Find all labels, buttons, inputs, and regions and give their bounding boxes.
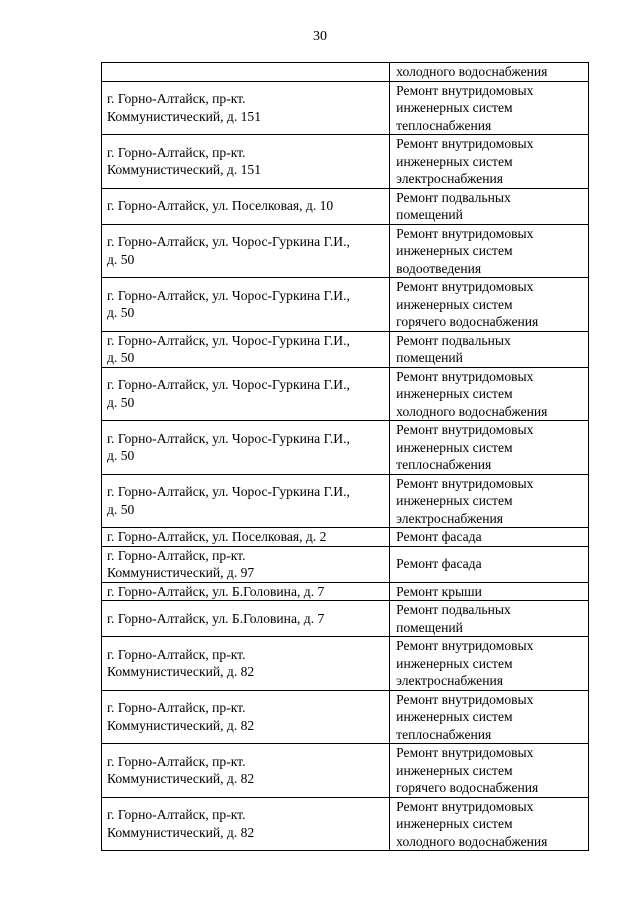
work-type-cell: Ремонт внутридомовых инженерных систем горячего водоснабжения	[390, 278, 589, 332]
page-number: 30	[313, 29, 327, 44]
address-cell: г. Горно-Алтайск, ул. Чорос-Гуркина Г.И., д. 50	[102, 474, 390, 528]
address-cell: г. Горно-Алтайск, ул. Поселковая, д. 2	[102, 528, 390, 547]
table-row	[102, 744, 589, 798]
table-row	[102, 135, 589, 189]
address-cell: г. Горно-Алтайск, ул. Чорос-Гуркина Г.И., д. 50	[102, 224, 390, 278]
address-cell: г. Горно-Алтайск, ул. Чорос-Гуркина Г.И., д. 50	[102, 331, 390, 367]
table-row	[102, 797, 589, 851]
work-type-cell: Ремонт внутридомовых инженерных систем водоотведения	[390, 224, 589, 278]
address-cell: г. Горно-Алтайск, ул. Поселковая, д. 10	[102, 188, 390, 224]
work-type-cell: Ремонт внутридомовых инженерных систем горячего водоснабжения	[390, 744, 589, 798]
address-cell: г. Горно-Алтайск, ул. Чорос-Гуркина Г.И., д. 50	[102, 421, 390, 475]
work-type-cell: холодного водоснабжения	[390, 63, 589, 82]
work-type-cell: Ремонт внутридомовых инженерных систем электроснабжения	[390, 637, 589, 691]
address-cell: г. Горно-Алтайск, пр-кт. Коммунистический, д. 82	[102, 797, 390, 851]
table-row	[102, 637, 589, 691]
work-type-cell: Ремонт внутридомовых инженерных систем электроснабжения	[390, 135, 589, 189]
address-cell: г. Горно-Алтайск, ул. Б.Головина, д. 7	[102, 582, 390, 601]
table-row	[102, 278, 589, 332]
table-row	[102, 690, 589, 744]
work-type-cell: Ремонт фасада	[390, 528, 589, 547]
work-type-cell: Ремонт внутридомовых инженерных систем теплоснабжения	[390, 81, 589, 135]
address-cell: г. Горно-Алтайск, ул. Чорос-Гуркина Г.И., д. 50	[102, 367, 390, 421]
work-type-cell: Ремонт фасада	[390, 546, 589, 582]
table-row	[102, 474, 589, 528]
work-type-cell: Ремонт внутридомовых инженерных систем теплоснабжения	[390, 421, 589, 475]
table-row	[102, 601, 589, 637]
address-cell: г. Горно-Алтайск, пр-кт. Коммунистический, д. 151	[102, 135, 390, 189]
address-cell: г. Горно-Алтайск, пр-кт. Коммунистический, д. 151	[102, 81, 390, 135]
address-cell: г. Горно-Алтайск, ул. Б.Головина, д. 7	[102, 601, 390, 637]
work-type-cell: Ремонт крыши	[390, 582, 589, 601]
work-type-cell: Ремонт внутридомовых инженерных систем холодного водоснабжения	[390, 367, 589, 421]
works-table	[101, 62, 589, 851]
table-row	[102, 63, 589, 82]
address-cell: г. Горно-Алтайск, пр-кт. Коммунистический, д. 82	[102, 744, 390, 798]
table-row	[102, 188, 589, 224]
address-cell: г. Горно-Алтайск, пр-кт. Коммунистический, д. 97	[102, 546, 390, 582]
address-cell: г. Горно-Алтайск, пр-кт. Коммунистический, д. 82	[102, 637, 390, 691]
address-cell: г. Горно-Алтайск, пр-кт. Коммунистический, д. 82	[102, 690, 390, 744]
work-type-cell: Ремонт внутридомовых инженерных систем холодного водоснабжения	[390, 797, 589, 851]
work-type-cell: Ремонт внутридомовых инженерных систем теплоснабжения	[390, 690, 589, 744]
table-row	[102, 546, 589, 582]
table-row	[102, 81, 589, 135]
table-row	[102, 582, 589, 601]
table-row	[102, 421, 589, 475]
table-row	[102, 331, 589, 367]
works-table-body	[102, 63, 589, 851]
address-cell	[102, 63, 390, 82]
work-type-cell: Ремонт подвальных помещений	[390, 601, 589, 637]
work-type-cell: Ремонт подвальных помещений	[390, 331, 589, 367]
work-type-cell: Ремонт подвальных помещений	[390, 188, 589, 224]
table-row	[102, 367, 589, 421]
table-row	[102, 224, 589, 278]
table-row	[102, 528, 589, 547]
address-cell: г. Горно-Алтайск, ул. Чорос-Гуркина Г.И., д. 50	[102, 278, 390, 332]
work-type-cell: Ремонт внутридомовых инженерных систем электроснабжения	[390, 474, 589, 528]
